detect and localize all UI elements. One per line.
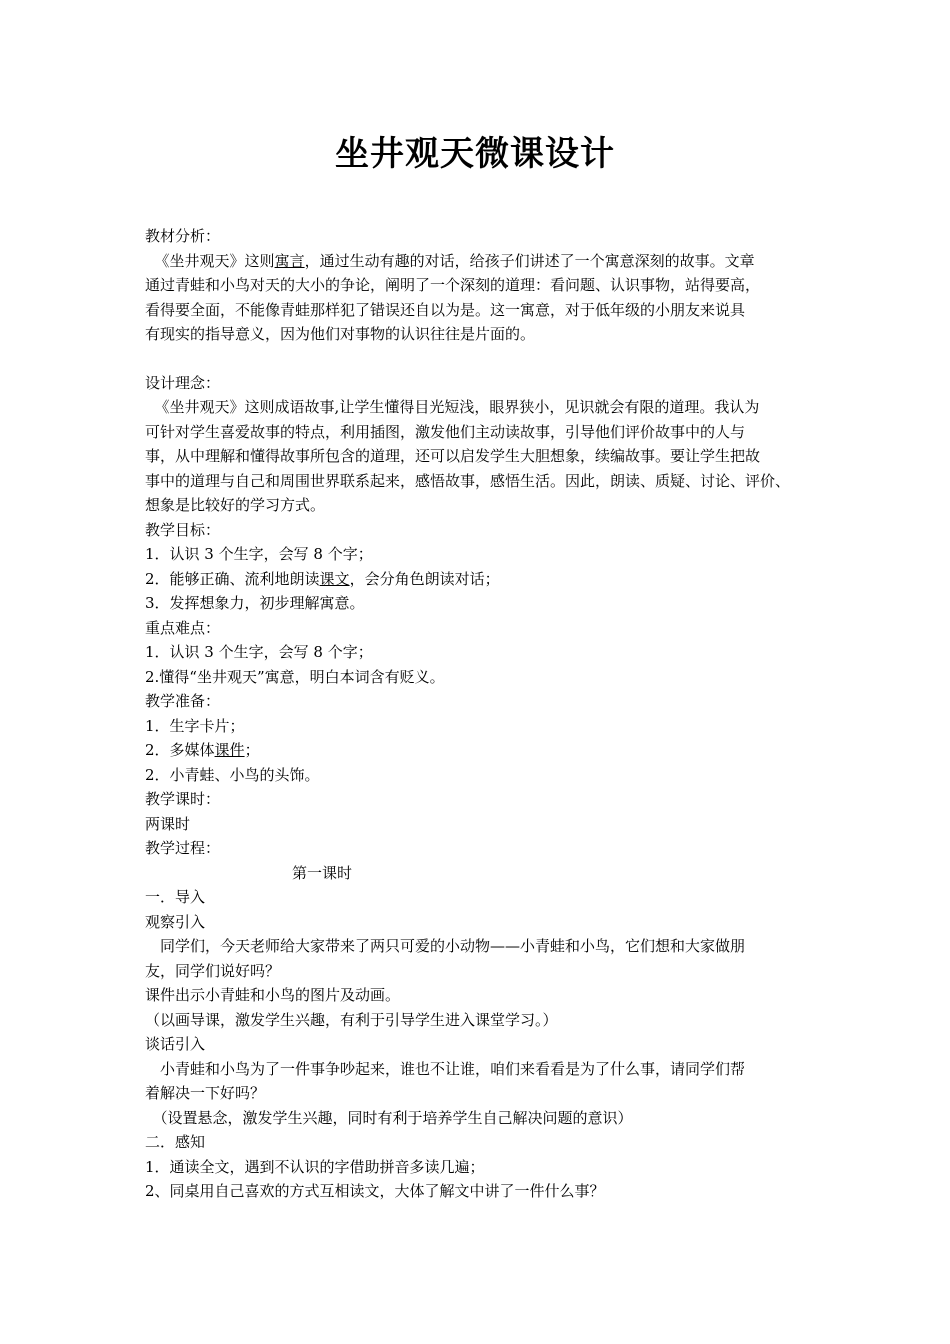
key-item: 2.懂得“坐井观天”寓意，明白本词含有贬义。 <box>145 667 445 686</box>
fable-link[interactable]: 寓言 <box>274 251 305 270</box>
prep-text: ； <box>244 741 260 759</box>
analysis-line-3: 看得要全面，不能像青蛙那样犯了错误还自以为是。这一寓意，对于低年级的小朋友来说具 <box>145 300 746 319</box>
analysis-line-2: 通过青蛙和小鸟对天的大小的争论，阐明了一个深刻的道理：看问题、认识事物，站得要高， <box>145 276 761 294</box>
lesson-title: 第一课时 <box>292 863 353 882</box>
page-title: 坐井观天微课设计 <box>335 134 615 174</box>
subsection-heading: 谈话引入 <box>145 1035 206 1053</box>
hours-value: 两课时 <box>145 814 191 833</box>
analysis-line-4: 有现实的指导意义，因为他们对事物的认识往往是片面的。 <box>145 325 536 343</box>
concept-line-3: 事，从中理解和懂得故事所包含的道理，还可以启发学生大胆想象，续编故事。要让学生把故 <box>145 447 761 465</box>
process-heading: 教学过程： <box>145 839 221 857</box>
concept-text: 《坐井观天》这则成语故事,让学生懂得目光短浅，眼界狭小，见识就会有限的道理。我认为 <box>154 398 760 416</box>
document-body <box>145 224 815 1204</box>
courseware-link[interactable]: 课件 <box>214 741 245 759</box>
process-line: 友，同学们说好吗？ <box>145 961 281 980</box>
key-item: 1．认识 3 个生字，会写 8 个字； <box>145 643 373 661</box>
prep-item: 1．生字卡片； <box>145 716 245 735</box>
prep-heading: 教学准备： <box>145 692 221 710</box>
prep-text: 2．多媒体 <box>145 741 215 759</box>
process-line: （设置悬念，激发学生兴趣，同时有利于培养学生自己解决问题的意识） <box>145 1108 633 1127</box>
analysis-line-1 <box>145 249 815 274</box>
section-heading: 一．导入 <box>145 888 206 906</box>
analysis-heading: 教材分析： <box>145 227 221 245</box>
concept-line-5: 想象是比较好的学习方式。 <box>145 496 326 514</box>
subsection-heading: 观察引入 <box>145 912 206 931</box>
concept-line-2: 可针对学生喜爱故事的特点，利用插图，激发他们主动读故事，引导他们评价故事中的人与 <box>145 422 746 441</box>
analysis-text: ，通过生动有趣的对话，给孩子们讲述了一个寓意深刻的故事。文章 <box>304 251 755 270</box>
process-line: 课件出示小青蛙和小鸟的图片及动画。 <box>145 986 401 1004</box>
text-link[interactable]: 课文 <box>319 569 350 588</box>
hours-heading: 教学课时： <box>145 790 221 808</box>
key-heading: 重点难点： <box>145 618 221 637</box>
section-heading: 二．感知 <box>145 1133 206 1151</box>
process-line: 着解决一下好吗？ <box>145 1084 266 1102</box>
process-line: 小青蛙和小鸟为了一件事争吵起来，谁也不让谁，咱们来看看是为了什么事，请同学们帮 <box>145 1059 746 1078</box>
prep-item <box>145 738 815 763</box>
goal-text: ，会分角色朗读对话； <box>349 569 500 588</box>
concept-heading: 设计理念： <box>145 373 221 392</box>
goal-item: 1．认识 3 个生字，会写 8 个字； <box>145 545 373 563</box>
process-line: 同学们，今天老师给大家带来了两只可爱的小动物——小青蛙和小鸟，它们想和大家做朋 <box>145 937 746 955</box>
spacer <box>145 347 815 371</box>
process-line: 1．通读全文，遇到不认识的字借助拼音多读几遍； <box>145 1157 485 1176</box>
goal-item <box>145 567 815 592</box>
concept-line-4: 事中的道理与自己和周围世界联系起来，感悟故事，感悟生活。因此，朗读、质疑、讨论、评价、 <box>145 471 791 490</box>
concept-line-1 <box>145 395 815 420</box>
goals-heading: 教学目标： <box>145 520 221 539</box>
goal-text: 2．能够正确、流利地朗读 <box>145 569 320 588</box>
process-line: 2、同桌用自己喜欢的方式互相读文，大体了解文中讲了一件什么事？ <box>145 1182 605 1200</box>
goal-item: 3．发挥想象力，初步理解寓意。 <box>145 594 365 612</box>
process-line: （以画导课，激发学生兴趣，有利于引导学生进入课堂学习。） <box>145 1010 558 1029</box>
prep-item: 2．小青蛙、小鸟的头饰。 <box>145 765 320 784</box>
analysis-text: 《坐井观天》这则 <box>154 251 275 270</box>
